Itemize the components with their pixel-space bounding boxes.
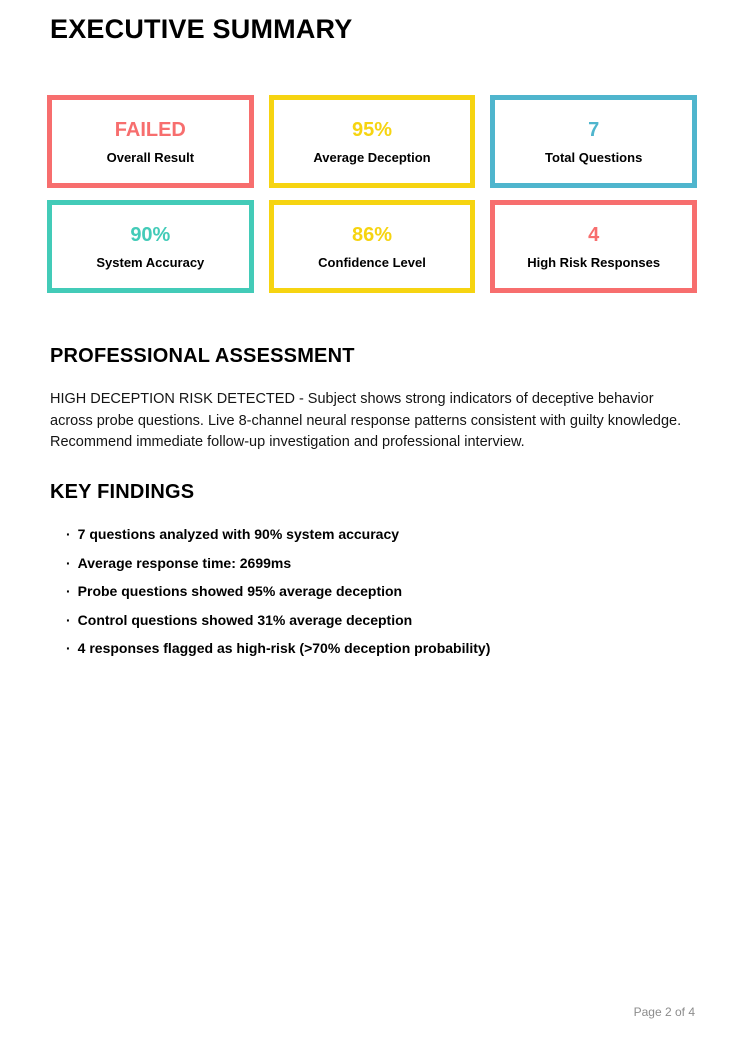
key-finding-text: 4 responses flagged as high-risk (>70% deception probability) [77,640,491,656]
metric-label: Average Deception [313,149,431,165]
assessment-heading: PROFESSIONAL ASSESSMENT [50,345,355,367]
key-finding-text: Probe questions showed 95% average deception [77,583,403,599]
key-finding-text: 7 questions analyzed with 90% system accuracy [77,526,400,542]
key-finding-item [66,613,696,627]
metric-value: 86% [351,223,392,246]
key-findings-section [50,481,696,670]
assessment-section [50,345,696,454]
metric-value: 90% [130,223,171,246]
page-title: EXECUTIVE SUMMARY [50,14,353,44]
metrics-grid [47,95,697,293]
key-finding-item [66,584,696,598]
metric-card [47,95,254,188]
metric-value: FAILED [114,118,186,141]
bullet-glyph: · [66,526,71,542]
metric-card [269,200,476,293]
page-number: Page 2 of 4 [633,1005,695,1019]
key-finding-text: Average response time: 2699ms [77,554,292,571]
metric-card [490,95,697,188]
assessment-body: HIGH DECEPTION RISK DETECTED - Subject shows strong indicators of deceptive behavior across probe questions. Live 8-channel neural response patterns consistent with guilty knowledge. Recommend immediate follow-up investigation and professional interview. [50,391,682,450]
metric-value: 95% [351,118,392,141]
key-finding-item [66,527,696,541]
bullet-glyph: · [66,583,71,599]
metric-card [47,200,254,293]
key-finding-item [66,556,696,570]
key-findings-list [50,527,696,655]
metric-value: 7 [588,118,600,141]
metric-card [490,200,697,293]
metric-label: Total Questions [545,149,643,165]
metric-label: System Accuracy [96,254,205,270]
bullet-glyph: · [66,640,71,656]
key-finding-item [66,641,696,655]
metric-label: Overall Result [106,149,195,165]
bullet-glyph: · [66,554,71,571]
metric-label: Confidence Level [318,254,426,270]
metric-label: High Risk Responses [527,254,661,270]
key-findings-heading: KEY FINDINGS [50,481,195,503]
metric-value: 4 [588,223,600,246]
bullet-glyph: · [66,611,71,628]
metric-card [269,95,476,188]
key-finding-text: Control questions showed 31% average deception [77,611,413,628]
